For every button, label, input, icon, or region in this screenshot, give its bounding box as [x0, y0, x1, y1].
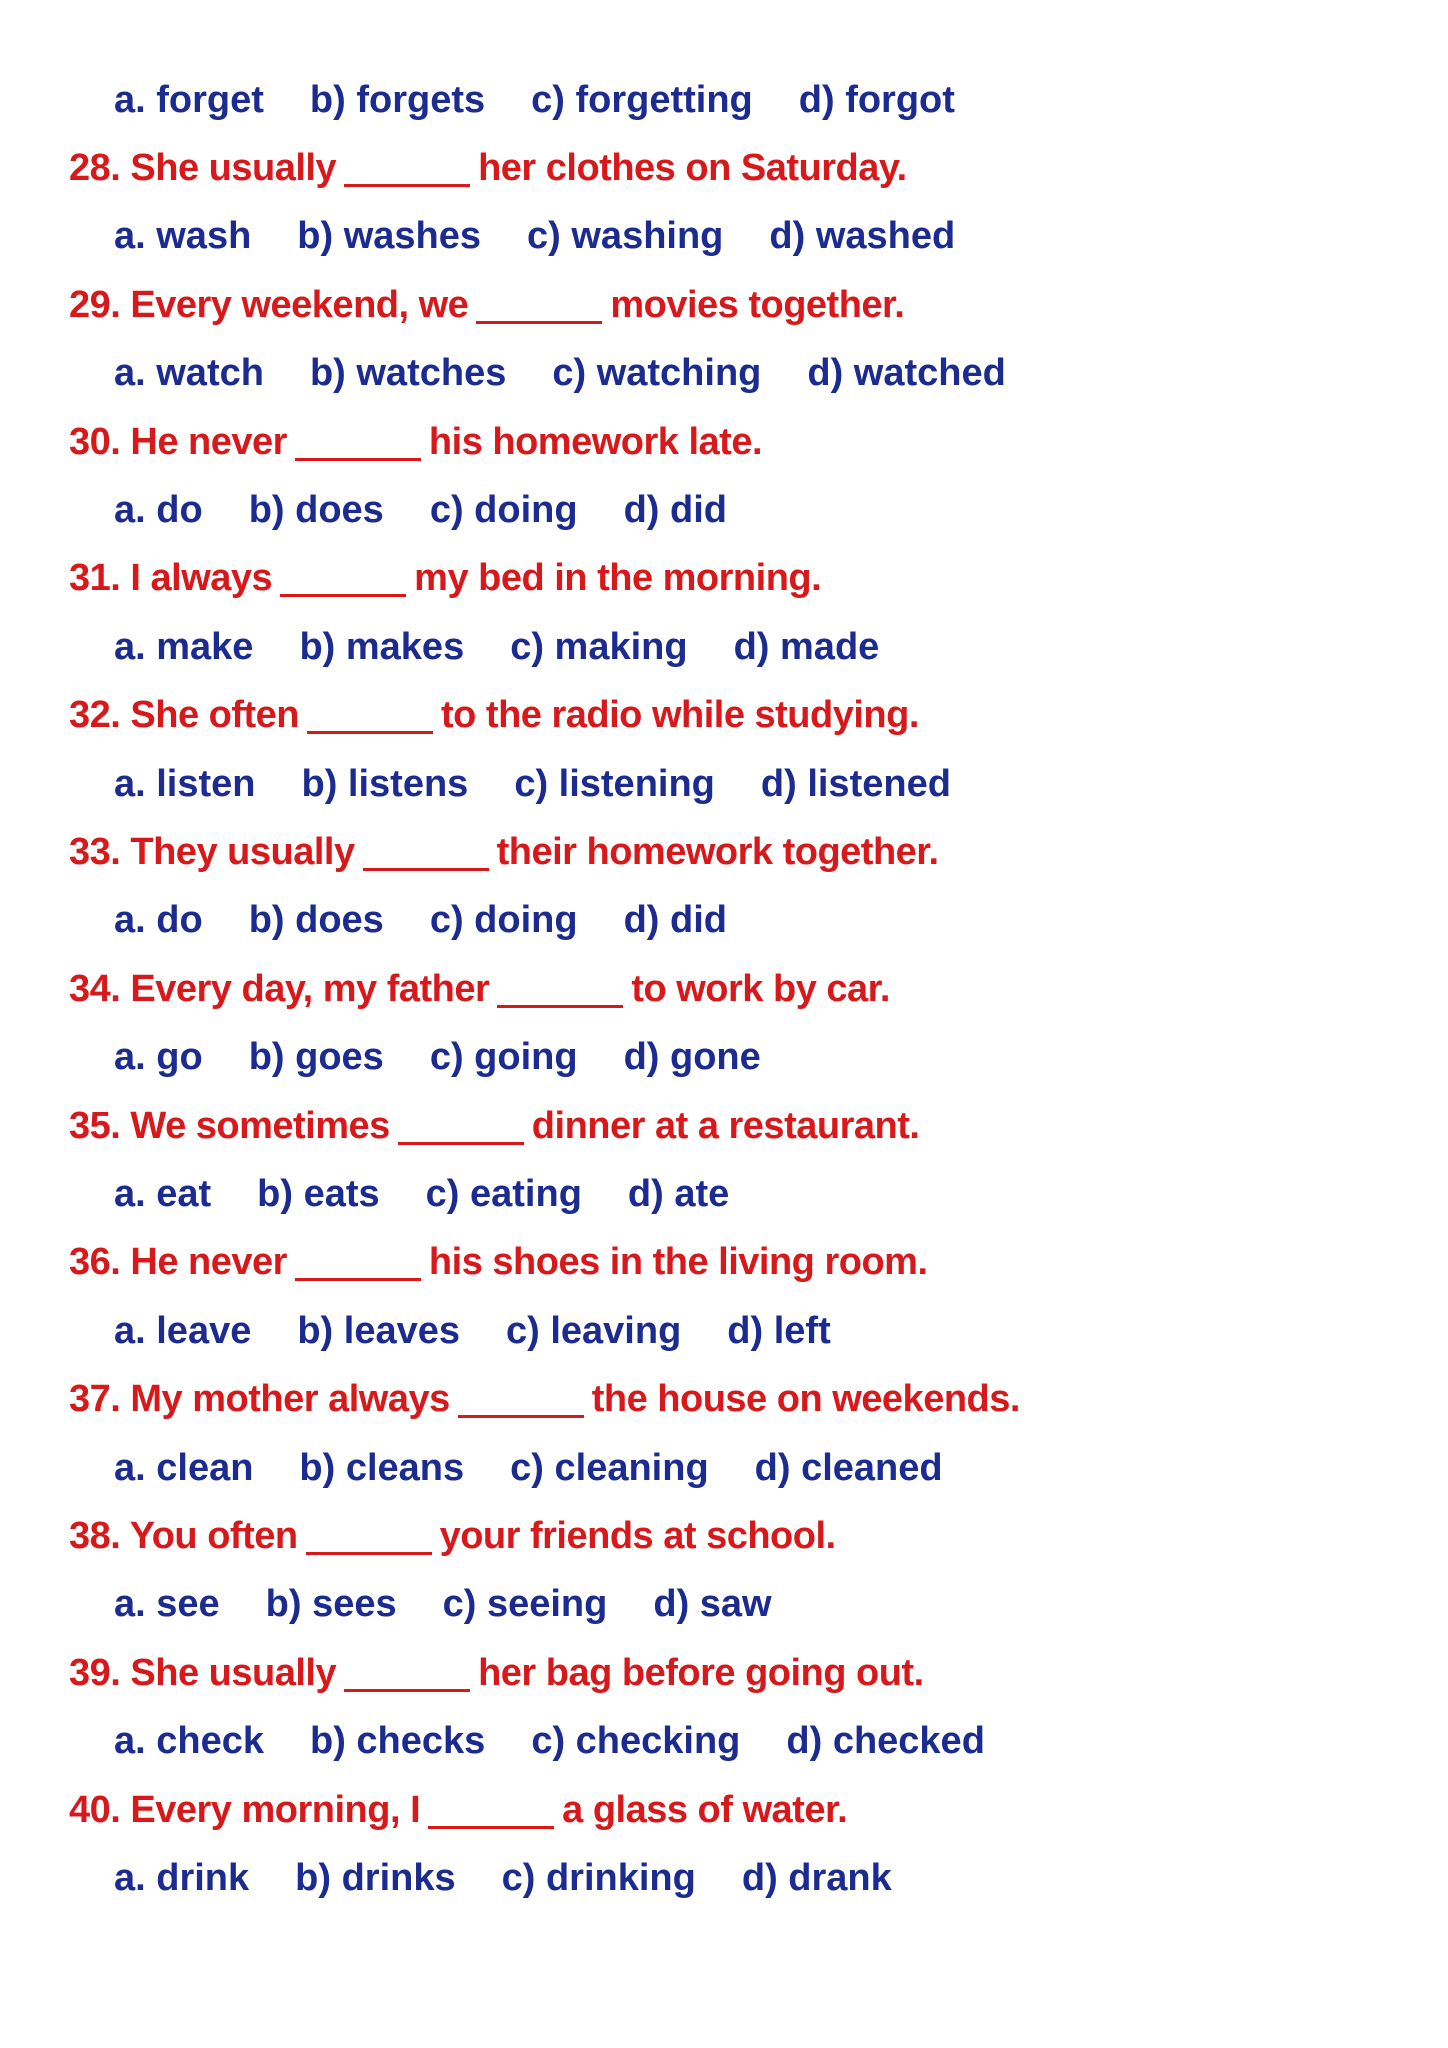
answer-blank: [280, 560, 406, 597]
question-text-after: your friends at school.: [439, 1514, 836, 1557]
answer-options: [114, 340, 1052, 408]
answer-options: [114, 1844, 938, 1912]
answer-option: d) made: [733, 625, 880, 668]
question-text-before: 36. He never: [69, 1241, 287, 1284]
question-text-after: his homework late.: [428, 420, 763, 463]
answer-option: b) makes: [299, 625, 465, 668]
answer-option: b) washes: [297, 215, 482, 258]
answer-option: c) washing: [527, 215, 724, 258]
answer-option: a. forget: [114, 78, 264, 121]
answer-option: c) checking: [531, 1720, 741, 1763]
question-text-after: to the radio while studying.: [441, 694, 919, 737]
answer-option: a. eat: [114, 1172, 212, 1215]
answer-blank: [307, 697, 433, 734]
answer-option: a. listen: [114, 762, 256, 805]
question-text-after: dinner at a restaurant.: [531, 1104, 920, 1147]
answer-option: c) leaving: [506, 1309, 682, 1352]
answer-option: c) listening: [514, 762, 715, 805]
answer-option: c) going: [429, 1036, 578, 1079]
answer-option: a. wash: [114, 215, 252, 258]
answer-option: d) left: [727, 1309, 831, 1352]
answer-option: b) cleans: [299, 1446, 465, 1489]
answer-option: d) listened: [760, 762, 951, 805]
answer-blank: [398, 1108, 524, 1145]
answer-option: d) drank: [741, 1856, 892, 1899]
answer-option: b) checks: [310, 1720, 486, 1763]
answer-blank: [458, 1381, 584, 1418]
answer-blank: [497, 971, 623, 1008]
answer-options: [114, 1708, 1031, 1776]
answer-option: a. do: [114, 488, 203, 531]
answer-option: c) watching: [552, 352, 762, 395]
question-text-before: 29. Every weekend, we: [69, 283, 469, 326]
answer-option: b) forgets: [309, 78, 486, 121]
answer-option: a. do: [114, 899, 203, 942]
answer-option: b) goes: [248, 1036, 384, 1079]
answer-option: d) forgot: [798, 78, 955, 121]
question: [69, 408, 762, 476]
answer-blank: [428, 1792, 554, 1829]
answer-blank: [295, 1244, 421, 1281]
answer-option: a. check: [114, 1720, 264, 1763]
question-text-before: 40. Every morning, I: [69, 1788, 421, 1831]
answer-option: c) forgetting: [531, 78, 753, 121]
answer-options: [114, 750, 997, 818]
question: [69, 545, 821, 613]
question-text-before: 35. We sometimes: [69, 1104, 390, 1147]
question-text-before: 31. I always: [69, 557, 273, 600]
answer-option: b) does: [248, 488, 384, 531]
question: [69, 1229, 928, 1297]
question-text-before: 38. You often: [69, 1514, 298, 1557]
answer-option: c) doing: [429, 488, 578, 531]
answer-option: b) listens: [301, 762, 469, 805]
answer-option: d) checked: [786, 1720, 985, 1763]
answer-option: d) did: [623, 899, 727, 942]
answer-option: d) watched: [807, 352, 1006, 395]
answer-options: [114, 1571, 818, 1639]
answer-option: c) eating: [425, 1172, 582, 1215]
answer-option: c) seeing: [442, 1583, 608, 1626]
question: [69, 271, 904, 339]
question-text-after: to work by car.: [631, 967, 890, 1010]
question: [69, 134, 907, 202]
answer-option: c) doing: [429, 899, 578, 942]
answer-option: d) ate: [627, 1172, 730, 1215]
answer-blank: [363, 834, 489, 871]
question-text-before: 30. He never: [69, 420, 287, 463]
answer-option: a. see: [114, 1583, 220, 1626]
question-text-before: 37. My mother always: [69, 1378, 450, 1421]
question: [69, 682, 919, 750]
answer-option: a. watch: [114, 352, 264, 395]
answer-options: [114, 613, 925, 681]
answer-option: d) gone: [623, 1036, 761, 1079]
answer-options: [114, 66, 1001, 134]
answer-option: d) washed: [769, 215, 956, 258]
answer-blank: [344, 150, 470, 187]
answer-option: a. clean: [114, 1446, 254, 1489]
question-text-before: 34. Every day, my father: [69, 967, 490, 1010]
question-text-after: movies together.: [610, 283, 905, 326]
answer-blank: [476, 287, 602, 324]
question-text-after: their homework together.: [496, 830, 939, 873]
answer-option: b) sees: [265, 1583, 397, 1626]
question-text-after: his shoes in the living room.: [428, 1241, 928, 1284]
answer-blank: [306, 1518, 432, 1555]
question: [69, 1092, 919, 1160]
question-text-after: the house on weekends.: [591, 1378, 1020, 1421]
question: [69, 1776, 847, 1844]
answer-options: [114, 887, 773, 955]
answer-option: b) watches: [309, 352, 507, 395]
answer-options: [114, 203, 1001, 271]
answer-option: d) saw: [653, 1583, 772, 1626]
question: [69, 1639, 924, 1707]
question-text-after: my bed in the morning.: [414, 557, 822, 600]
answer-option: c) making: [510, 625, 688, 668]
question-text-after: her bag before going out.: [478, 1651, 924, 1694]
answer-option: a. leave: [114, 1309, 252, 1352]
answer-option: a. go: [114, 1036, 203, 1079]
question: [69, 955, 890, 1023]
answer-option: c) cleaning: [510, 1446, 709, 1489]
question-text-after: her clothes on Saturday.: [478, 146, 907, 189]
question-text-before: 39. She usually: [69, 1651, 337, 1694]
answer-blank: [295, 424, 421, 461]
answer-option: a. drink: [114, 1856, 250, 1899]
answer-option: d) cleaned: [754, 1446, 943, 1489]
answer-blank: [344, 1655, 470, 1692]
question-text-before: 33. They usually: [69, 830, 355, 873]
question-text-before: 28. She usually: [69, 146, 337, 189]
answer-option: d) did: [623, 488, 727, 531]
question-text-after: a glass of water.: [562, 1788, 848, 1831]
answer-option: a. make: [114, 625, 254, 668]
answer-options: [114, 1297, 877, 1365]
answer-options: [114, 1160, 775, 1228]
answer-option: b) eats: [257, 1172, 380, 1215]
answer-option: c) drinking: [501, 1856, 696, 1899]
answer-option: b) does: [248, 899, 384, 942]
answer-options: [114, 1024, 807, 1092]
question: [69, 818, 939, 886]
question: [69, 1502, 836, 1570]
answer-options: [114, 476, 773, 544]
question: [69, 1366, 1020, 1434]
answer-options: [114, 1434, 989, 1502]
answer-option: b) drinks: [295, 1856, 456, 1899]
question-text-before: 32. She often: [69, 694, 299, 737]
answer-option: b) leaves: [297, 1309, 460, 1352]
